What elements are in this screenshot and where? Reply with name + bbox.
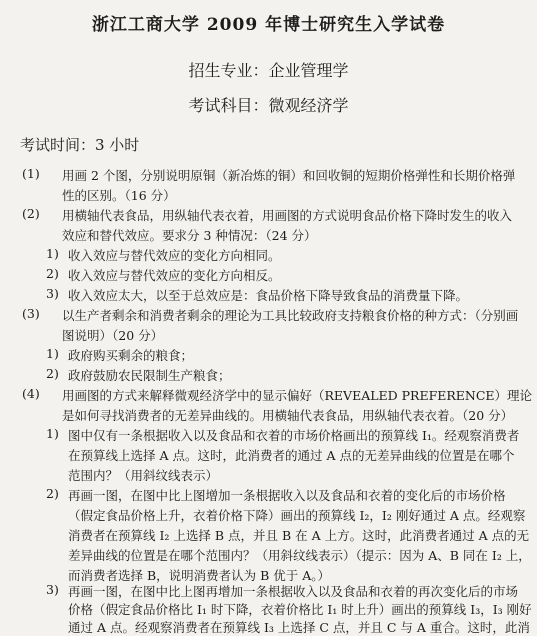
question-text: 以生产者剩余和消费者剩余的理论为工具比较政府支持粮食价格的种方式：（分别画 bbox=[62, 308, 519, 323]
exam-title: 浙江工商大学 2009 年博士研究生入学试卷 bbox=[91, 15, 446, 35]
subquestion-text: 收入效应与替代效应的变化方向相反。 bbox=[68, 268, 281, 283]
subquestion-text: 收入效应与替代效应的变化方向相同。 bbox=[68, 248, 281, 263]
subquestion-number: 2) bbox=[46, 486, 59, 501]
subquestion-text: 消费者在预算线 I₂ 上选择 B 点，并且 B 在 A 上方。这时，此消费者通过 A 点的无 bbox=[68, 528, 530, 543]
subquestion-number: 2) bbox=[46, 266, 59, 281]
subquestion-text: 范围内？（用斜纹线表示） bbox=[68, 468, 219, 483]
question-text: 是如何寻找消费者的无差异曲线的。用横轴代表食品，用纵轴代表衣着。（20 分） bbox=[62, 408, 514, 423]
subquestion-number: 1) bbox=[46, 426, 59, 441]
question-text: 用画 2 个图，分别说明原铜（新冶炼的铜）和回收铜的短期价格弹性和长期价格弹 bbox=[62, 168, 516, 183]
major-line: 招生专业：企业管理学 bbox=[188, 61, 349, 80]
subquestion-number: 1) bbox=[46, 246, 59, 261]
question-text: 用画图的方式来解释微观经济学中的显示偏好（REVEALED PREFERENCE）理论 bbox=[62, 388, 533, 403]
subquestion-text: 而消费者选择 B，说明消费者认为 B 优于 A。） bbox=[68, 568, 331, 583]
subquestion-text: 通过 A 点。经观察消费者在预算线 I₃ 上选择 C 点，并且 C 与 A 重合。这时，此消 bbox=[68, 620, 530, 635]
question-text: 性的区别。（16 分） bbox=[62, 188, 176, 203]
question-text: 图说明）（20 分） bbox=[62, 328, 164, 343]
subquestion-text: 差异曲线的位置是在哪个范围内？（用斜纹线表示）（提示：因为 A、B 同在 I₂ 上， bbox=[68, 548, 531, 563]
question-text: 效应和替代效应。要求分 3 种情况：（24 分） bbox=[62, 228, 317, 243]
subquestion-text: 再画一图，在图中比上图增加一条根据收入以及食品和衣着的变化后的市场价格 bbox=[68, 488, 506, 503]
question-number: (2) bbox=[22, 206, 40, 221]
exam-time: 考试时间：3 小时 bbox=[20, 136, 140, 154]
subquestion-text: 收入效应太大，以至于总效应是：食品价格下降导致食品的消费量下降。 bbox=[68, 288, 469, 303]
subject-line: 考试科目：微观经济学 bbox=[188, 96, 349, 115]
question-number: (1) bbox=[22, 166, 40, 181]
subquestion-text: （假定食品价格上升，衣着价格下降）画出的预算线 I₂，I₂ 刚好通过 A 点。经观察 bbox=[68, 508, 526, 523]
subquestion-text: 再画一图，在图中比上图再增加一条根据收入以及食品和衣着的再次变化后的市场 bbox=[68, 584, 519, 599]
subquestion-text: 在预算线上选择 A 点。这时，此消费者的通过 A 点的无差异曲线的位置是在哪个 bbox=[68, 448, 515, 463]
subquestion-number: 3) bbox=[46, 286, 59, 301]
subquestion-number: 2) bbox=[46, 366, 59, 381]
subquestion-number: 3) bbox=[46, 582, 59, 597]
subquestion-text: 政府鼓励农民限制生产粮食； bbox=[68, 368, 231, 383]
subquestion-text: 政府购买剩余的粮食； bbox=[68, 348, 194, 363]
subquestion-text: 价格（假定食品价格比 I₁ 时下降，衣着价格比 I₁ 时上升）画出的预算线 I₃，I₃ 刚好 bbox=[68, 602, 532, 617]
question-number: (4) bbox=[22, 386, 40, 401]
question-text: 用横轴代表食品，用纵轴代表衣着，用画图的方式说明食品价格下降时发生的收入 bbox=[62, 208, 513, 223]
subquestion-number: 1) bbox=[46, 346, 59, 361]
subquestion-text: 图中仅有一条根据收入以及食品和衣着的市场价格画出的预算线 I₁。经观察消费者 bbox=[68, 428, 520, 443]
question-number: (3) bbox=[22, 306, 40, 321]
